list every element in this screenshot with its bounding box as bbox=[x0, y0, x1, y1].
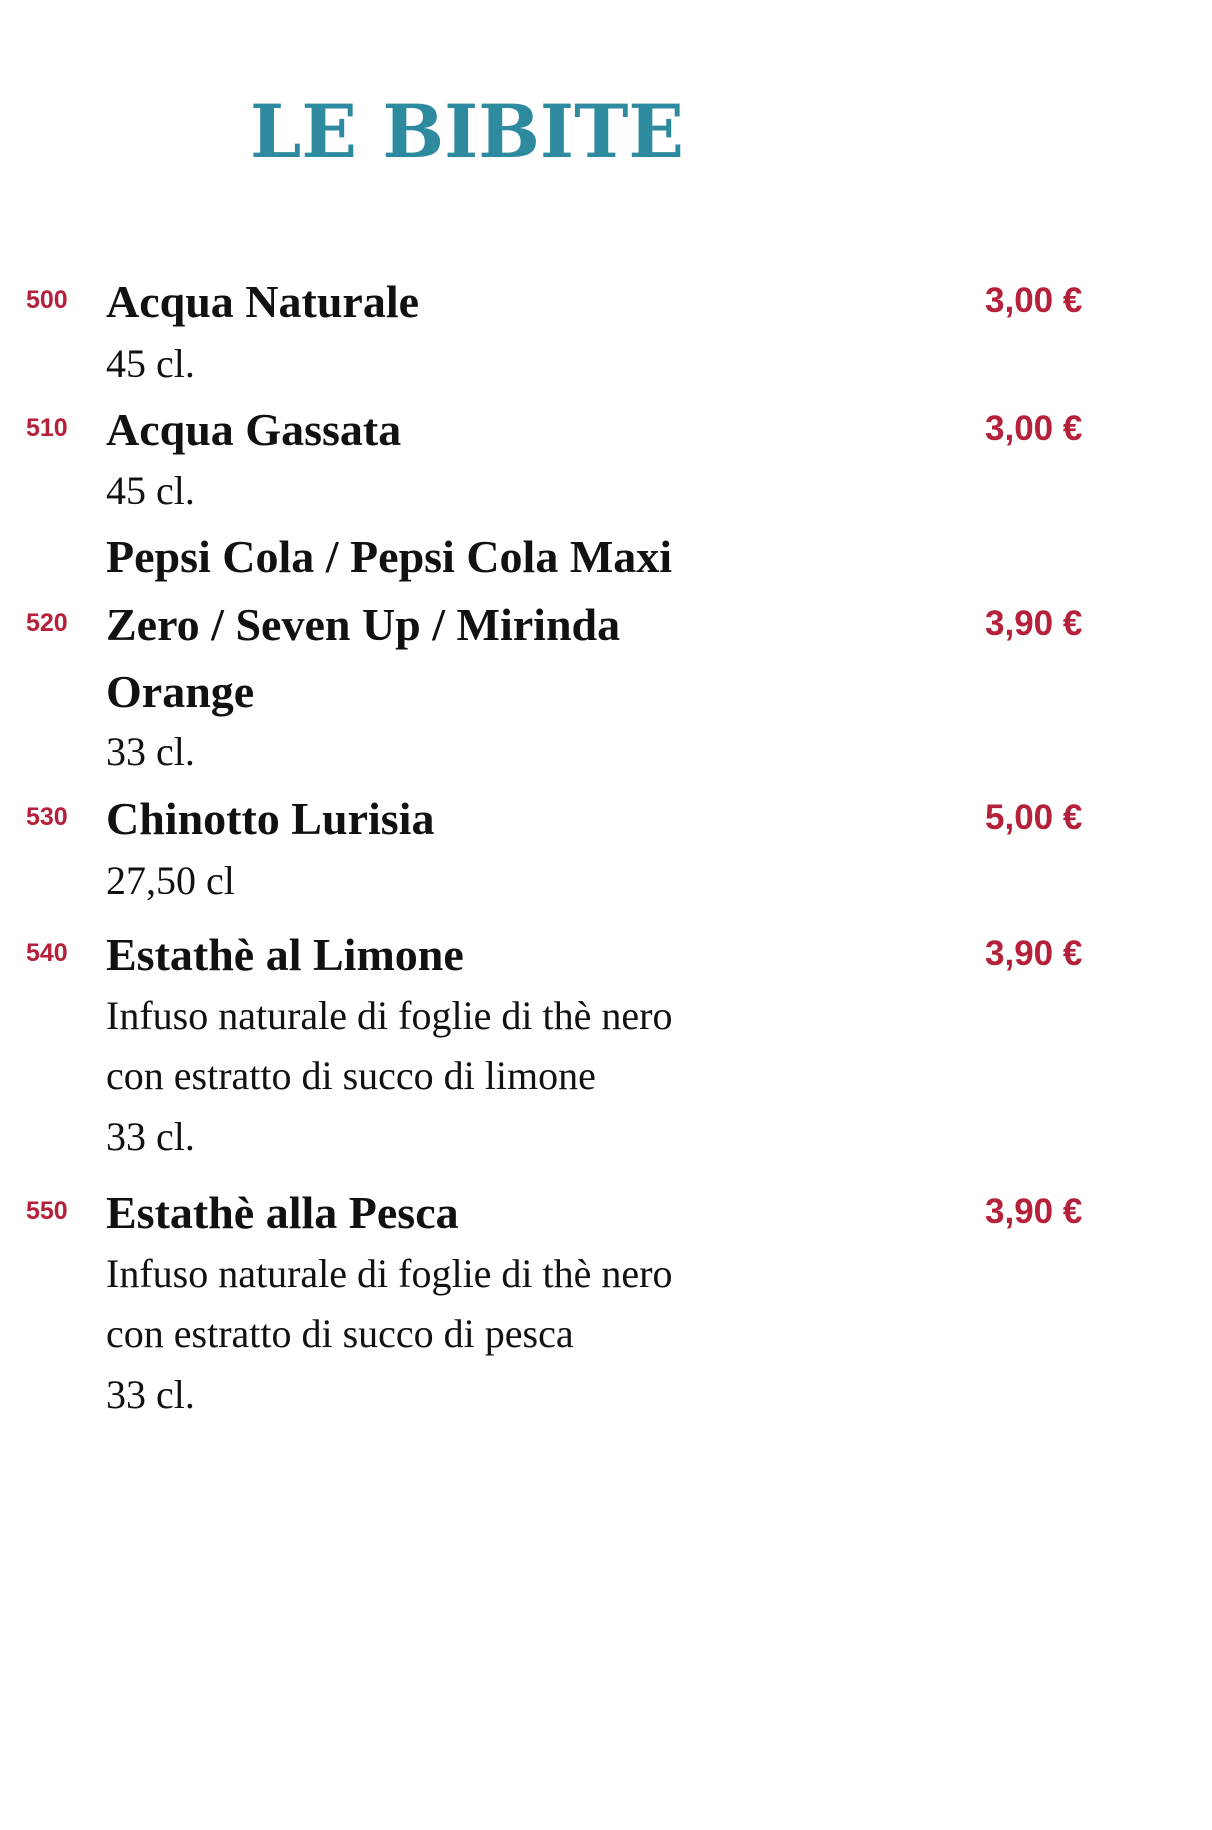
item-detail: 33 cl. bbox=[106, 1372, 195, 1417]
item-name: Acqua Naturale bbox=[106, 276, 420, 327]
item-name: Orange bbox=[106, 666, 255, 717]
item-detail: 45 cl. bbox=[106, 468, 195, 513]
item-detail: con estratto di succo di pesca bbox=[106, 1311, 574, 1356]
item-name: Pepsi Cola / Pepsi Cola Maxi bbox=[106, 531, 673, 582]
item-code: 540 bbox=[26, 939, 68, 967]
item-price: 3,90 € bbox=[985, 1192, 1083, 1231]
item-detail: con estratto di succo di limone bbox=[106, 1053, 596, 1098]
item-price: 3,00 € bbox=[985, 409, 1083, 448]
item-detail: 33 cl. bbox=[106, 1114, 195, 1159]
item-price: 3,90 € bbox=[985, 934, 1083, 973]
page-title: LE BIBITE bbox=[250, 89, 685, 175]
item-detail: 27,50 cl bbox=[106, 858, 235, 903]
item-code: 510 bbox=[26, 414, 68, 442]
item-name: Acqua Gassata bbox=[106, 404, 402, 455]
item-price: 5,00 € bbox=[985, 798, 1083, 837]
item-name: Estathè alla Pesca bbox=[106, 1187, 459, 1238]
item-price: 3,90 € bbox=[985, 604, 1083, 643]
item-detail: 45 cl. bbox=[106, 341, 195, 386]
item-name: Zero / Seven Up / Mirinda bbox=[106, 599, 621, 650]
item-code: 500 bbox=[26, 286, 68, 314]
item-detail: 33 cl. bbox=[106, 729, 195, 774]
item-code: 550 bbox=[26, 1197, 68, 1225]
item-detail: Infuso naturale di foglie di thè nero bbox=[106, 993, 673, 1038]
item-name: Estathè al Limone bbox=[106, 929, 464, 980]
item-code: 520 bbox=[26, 609, 68, 637]
item-price: 3,00 € bbox=[985, 281, 1083, 320]
item-detail: Infuso naturale di foglie di thè nero bbox=[106, 1251, 673, 1296]
item-name: Chinotto Lurisia bbox=[106, 793, 435, 844]
item-code: 530 bbox=[26, 803, 68, 831]
